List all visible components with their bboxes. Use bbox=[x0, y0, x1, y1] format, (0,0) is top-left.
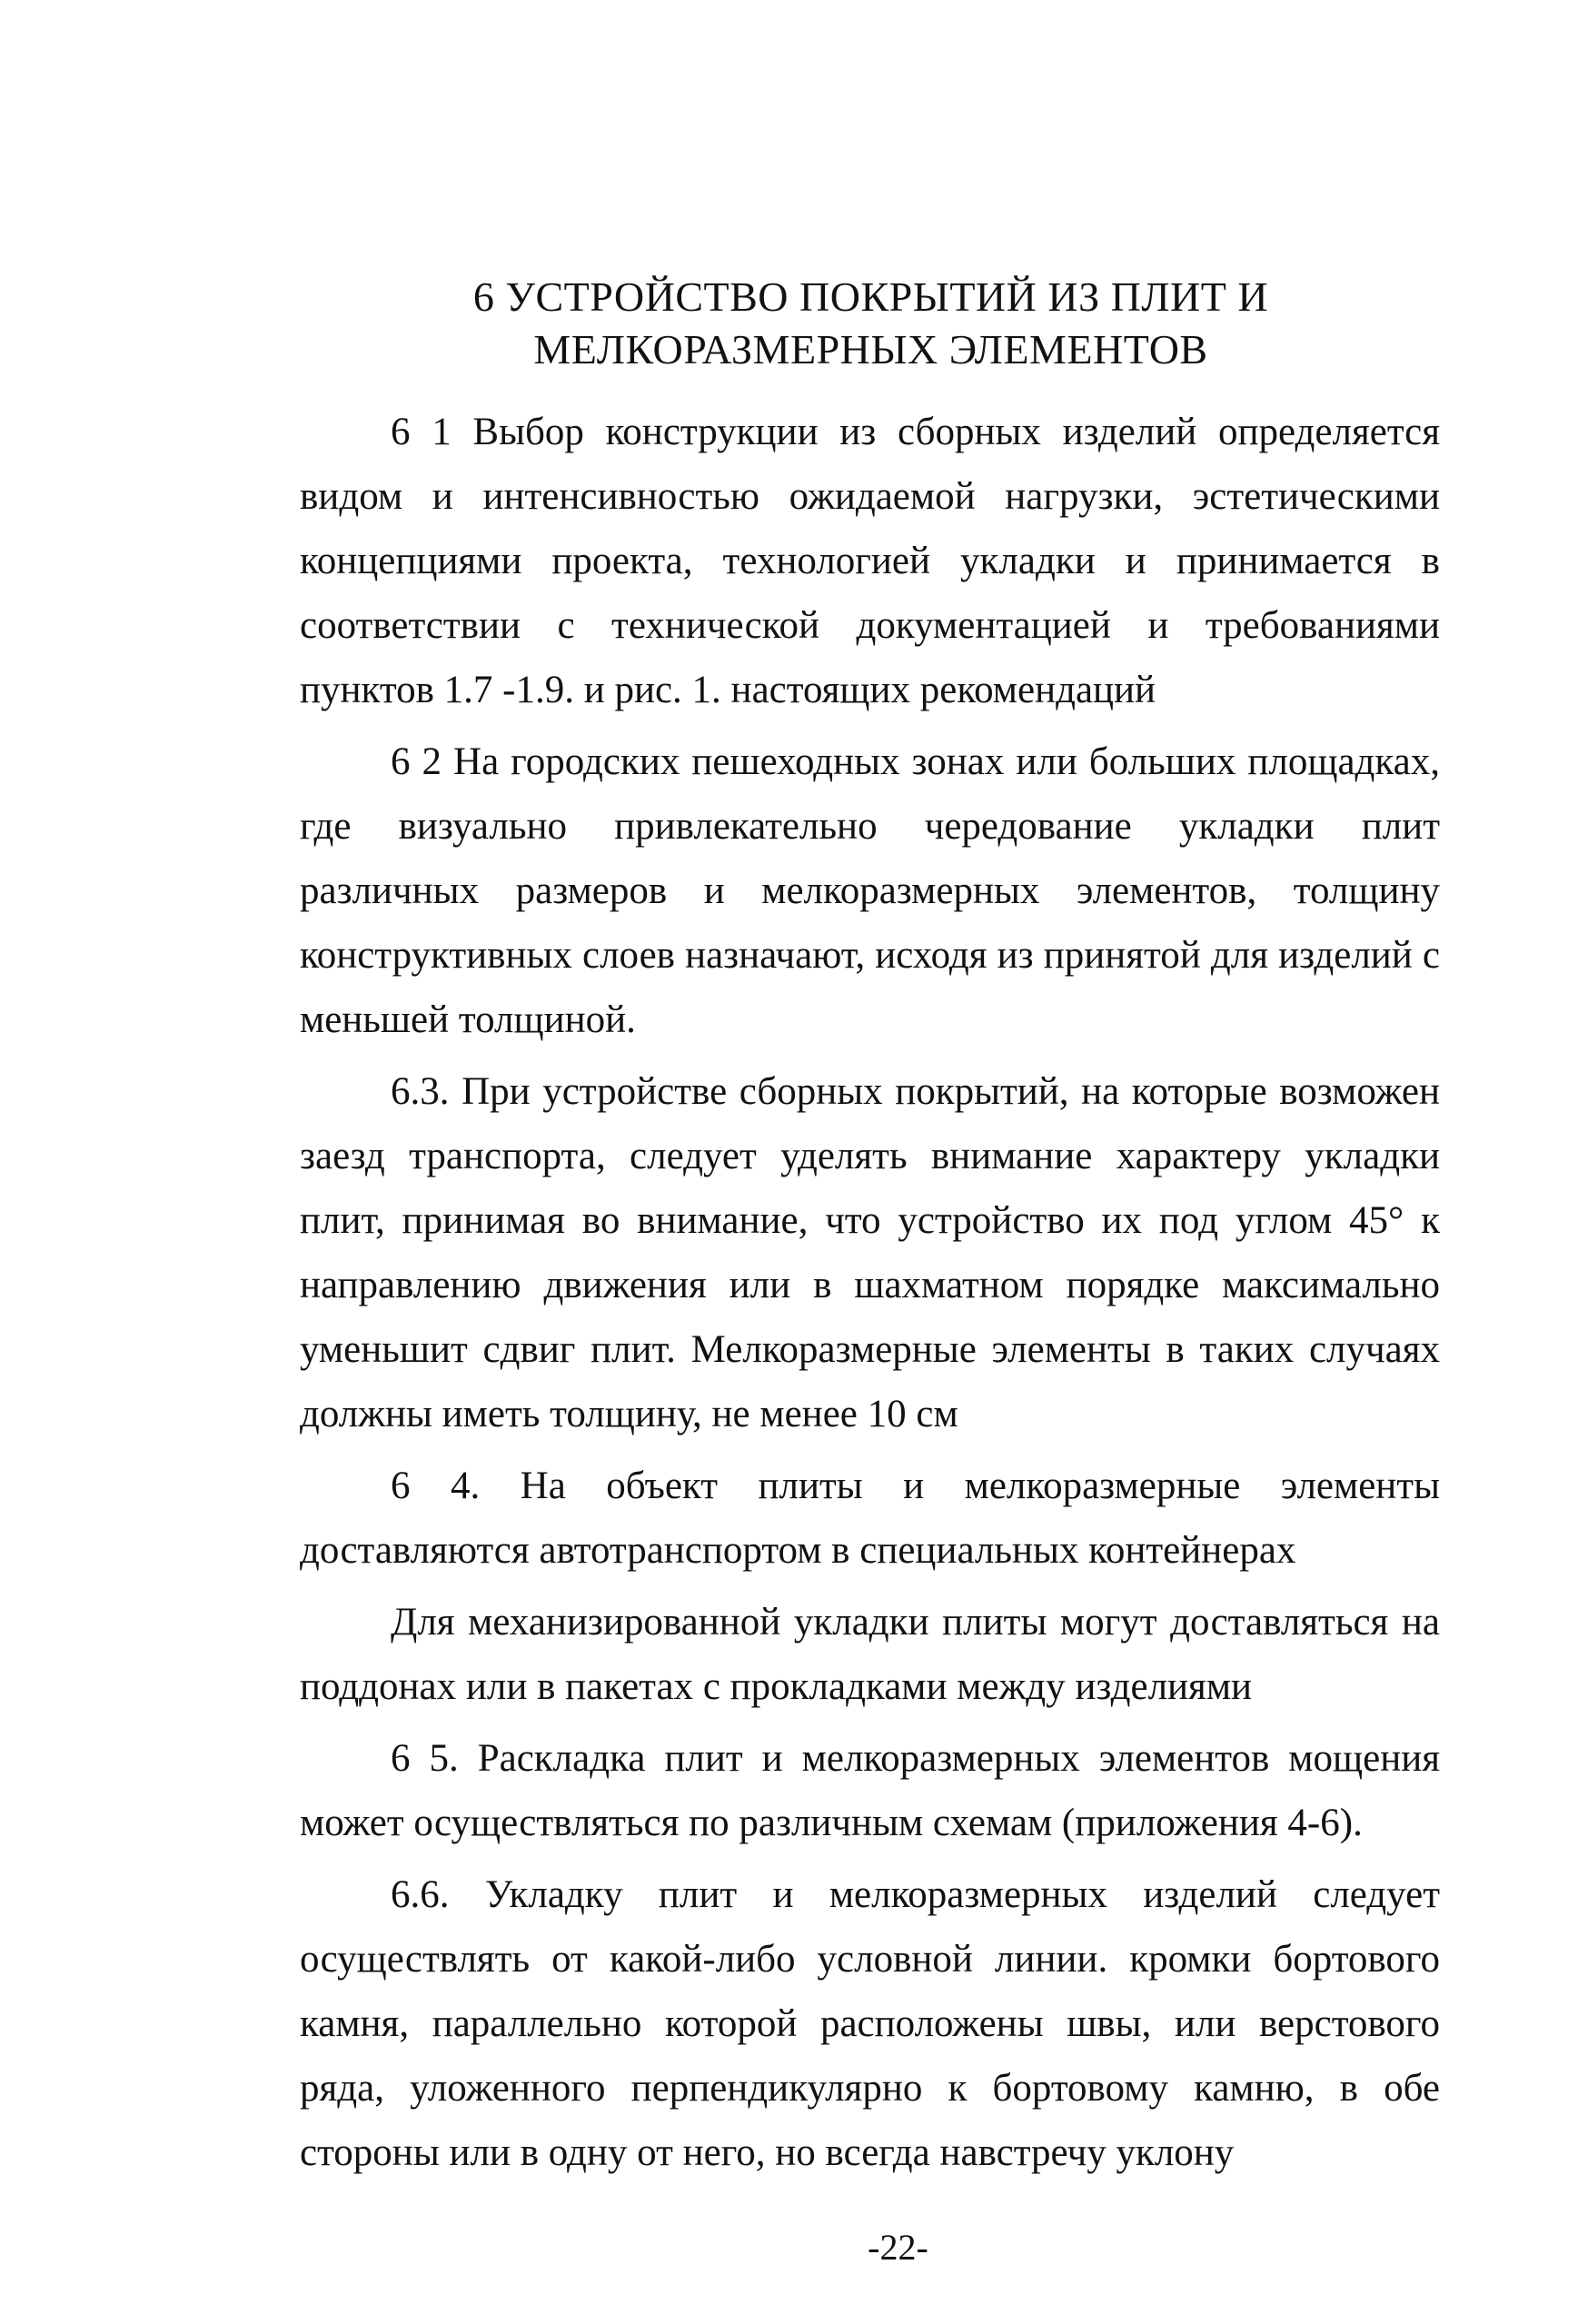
page-number bbox=[0, 2226, 1578, 2269]
section-title-line-1: 6 УСТРОЙСТВО ПОКРЫТИЙ ИЗ ПЛИТ И bbox=[472, 273, 1269, 320]
paragraph-6-4: 6 4. На объект плиты и мелкоразмерные элементы доставляются автотранспортом в специальных контейнерах bbox=[300, 1465, 1440, 1572]
paragraph-6-6: 6.6. Укладку плит и мелкоразмерных изделий следует осуществлять от какой-либо условной линии. кромки бортового камня, параллельно которой расположены швы, или верстового ряда, уложенного перпендикулярно к бортовому камню, в обе стороны или в одну от него, но всегда навстречу уклону bbox=[300, 1873, 1440, 2174]
section-title bbox=[0, 271, 1578, 376]
paragraph-6-5: 6 5. Раскладка плит и мелкоразмерных элементов мощения может осуществляться по различным схемам (приложения 4-6). bbox=[300, 1737, 1440, 1844]
section-title-line-2: МЕЛКОРАЗМЕРНЫХ ЭЛЕМЕНТОВ bbox=[533, 326, 1208, 372]
page-number-text: -22- bbox=[868, 2227, 928, 2268]
paragraph-6-3: 6.3. При устройстве сборных покрытий, на которые возможен заезд транспорта, следует уделять внимание характеру укладки плит, принимая во внимание, что устройство их под углом 45° к направлению движения или в шахматном порядке максимально уменьшит сдвиг плит. Мелкоразмерные элементы в таких случаях должны иметь толщину, не менее 10 см bbox=[300, 1070, 1440, 1435]
section-body bbox=[300, 400, 1440, 2192]
paragraph-delivery: Для механизированной укладки плиты могут доставляться на поддонах или в пакетах с прокладками между изделиями bbox=[300, 1601, 1440, 1708]
paragraph-6-1: 6 1 Выбор конструкции из сборных изделий определяется видом и интенсивностью ожидаемой нагрузки, эстетическими концепциями проекта, технологией укладки и принимается в соответствии с технической документацией и требованиями пунктов 1.7 -1.9. и рис. 1. настоящих рекомендаций bbox=[300, 411, 1440, 711]
paragraph-6-2: 6 2 На городских пешеходных зонах или больших площадках, где визуально привлекательно чередование укладки плит различных размеров и мелкоразмерных элементов, толщину конструктивных слоев назначают, исходя из принятой для изделий с меньшей толщиной. bbox=[300, 740, 1440, 1041]
